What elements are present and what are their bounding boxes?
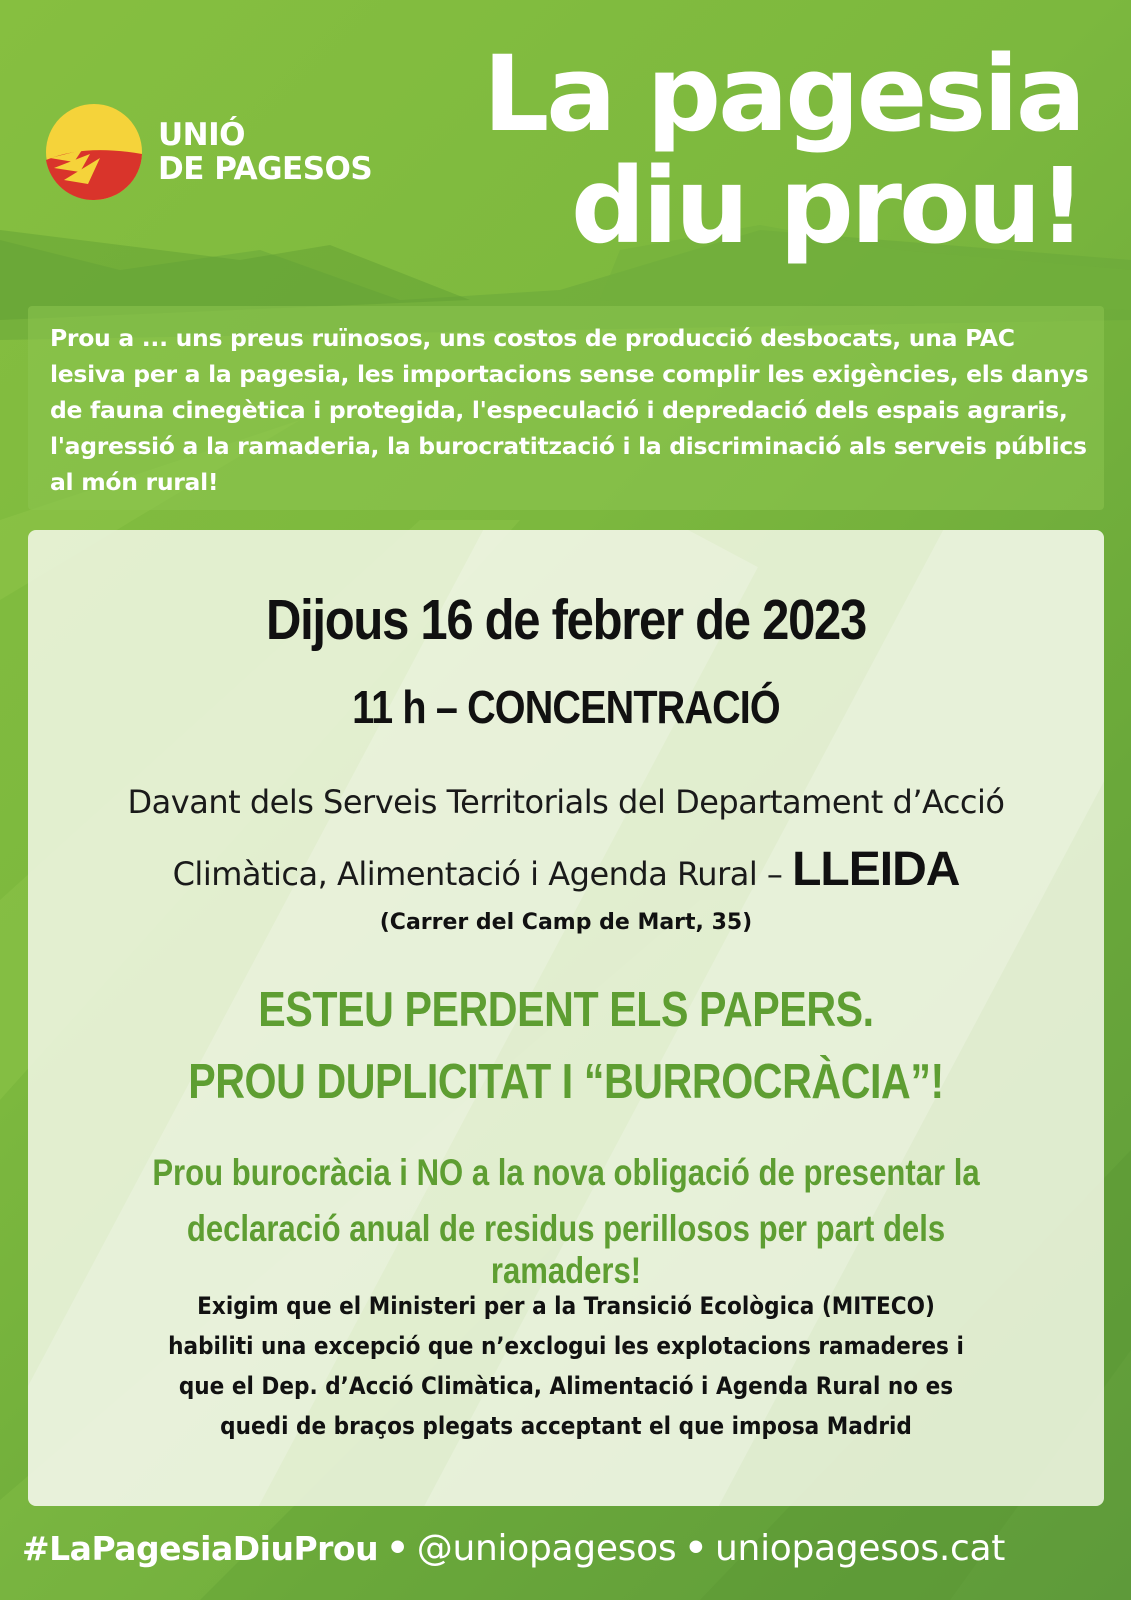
logo-line1: UNIÓ xyxy=(158,117,246,153)
intro-paragraph xyxy=(50,320,1090,500)
demand-line1: Prou burocràcia i NO a la nova obligació de presentar la xyxy=(152,1152,980,1193)
demand-line2: declaració anual de residus perillosos per part dels ramaders! xyxy=(186,1208,946,1291)
logo-wordmark xyxy=(158,118,372,186)
headline xyxy=(483,33,1083,267)
intro-box xyxy=(28,306,1104,510)
event-location-line1: Davant dels Serveis Territorials del Departament d’Acció xyxy=(127,783,1005,821)
slogan-line2: PROU DUPLICITAT I “BURROCRÀCIA”! xyxy=(188,1055,944,1109)
sun-field-logo-icon xyxy=(44,102,144,202)
event-location-text: Climàtica, Alimentació i Agenda Rural – xyxy=(172,855,793,893)
footer-contacts xyxy=(22,1528,1112,1569)
slogan-line1: ESTEU PERDENT ELS PAPERS. xyxy=(258,983,874,1037)
logo-line2: DE PAGESOS xyxy=(158,151,373,187)
event-date: Dijous 16 de febrer de 2023 xyxy=(265,588,866,652)
exigim-line1: Exigim que el Ministeri per a la Transició Ecològica (MITECO) xyxy=(197,1292,935,1320)
intro-body: uns preus ruïnosos, uns costos de producció desbocats, una PAC lesiva per a la pagesia, les importacions sense complir les exigències, els danys de fauna cinegètica i protegida, l'especulació i depredació dels espais agraris, l'agressió a la ramaderia, la burocratització i la discriminació als serveis públics al món rural! xyxy=(50,324,1089,496)
footer-separator: • xyxy=(386,1528,409,1569)
exigim-line3: que el Dep. d’Acció Climàtica, Alimentació i Agenda Rural no es xyxy=(178,1372,954,1400)
footer-hashtag: #LaPagesiaDiuProu xyxy=(22,1529,379,1568)
event-location-line2 xyxy=(28,842,1104,897)
event-panel xyxy=(28,530,1104,1506)
exigim-line2: habiliti una excepció que n’exclogui les explotacions ramaderes i xyxy=(168,1332,964,1360)
organization-logo xyxy=(44,102,372,202)
event-city: LLEIDA xyxy=(792,843,960,896)
exigim-line4: quedi de braços plegats acceptant el que imposa Madrid xyxy=(220,1412,912,1440)
footer-website: uniopagesos.cat xyxy=(715,1528,1006,1569)
headline-line1: La pagesia xyxy=(483,33,1083,155)
intro-lead: Prou a ... xyxy=(50,324,168,352)
footer-handle: @uniopagesos xyxy=(416,1528,677,1569)
event-time: 11 h – CONCENTRACIÓ xyxy=(352,681,780,733)
headline-line2: diu prou! xyxy=(571,145,1083,267)
event-address: (Carrer del Camp de Mart, 35) xyxy=(379,910,753,935)
footer-separator: • xyxy=(684,1528,708,1569)
